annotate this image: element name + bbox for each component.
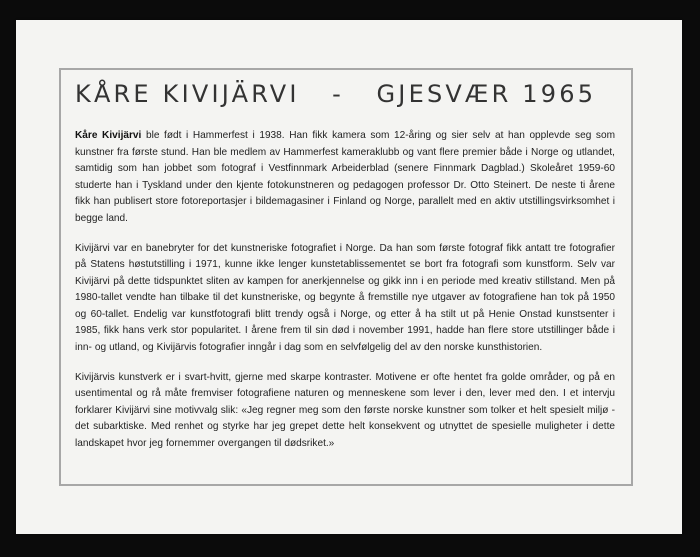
page-title: KÅRE KIVIJÄRVI - GJESVÆR 1965 (75, 80, 597, 108)
paragraph-artworks: Kivijärvis kunstverk er i svart-hvitt, gjerne med skarpe kontraster. Motivene er ofte hentet fra golde områder, og på en usentimental og rå måte fremviser fotografiene naturen og menneskene som lever i den, lever med den. I et intervju forklarer Kivijärvi sine motivvalg slik: «Jeg regner meg som den første norske kunstner som tolker et helt spesielt miljø - det subarktiske. Med renhet og styrke har jeg grepet dette helt konsekvent og utnyttet de spesielle muligheter i dette landskapet hvor jeg fornemmer overgangen til dødsriket.» (75, 371, 615, 449)
paragraph-pioneer: Kivijärvi var en banebryter for det kunstneriske fotografiet i Norge. Da han som første fotograf fikk antatt tre fotografier på Statens høstutstilling i 1971, kunne ikke lenger kunstetablissementet se bort fra fotografi som kunstform. Selv var Kivijärvi på dette tidspunktet sliten av kampen for anerkjennelse og gikk inn i en periode med kreativ stillstand. Men på 1980-tallet vendte han tilbake til det kunstneriske, og begynte å fremstille nye utgaver av fotografiene han tok på 1950 og 60-tallet. Endelig var kunstfotografi blitt trendy også i Norge, og etter å ha stilt ut på Henie Onstad kunstsenter i 1985, fikk hans verk stor popularitet. I årene frem til sin død i november 1991, hadde han flere store utstillinger både i inn- og utland, og Kivijärvis fotografier inngår i dag som en selvfølgelig del av den norske kunsthistorien. (75, 242, 615, 353)
body-text (75, 128, 615, 466)
paragraph-biography-text: ble født i Hammerfest i 1938. Han fikk kamera som 12-åring og sier selv at han opplevde seg som kunstner fra første stund. Han ble medlem av Hammerfest kameraklubb og vant flere premier både i Norge og utlandet, samtidig som han jobbet som fotograf i Vestfinnmark Arbeiderblad (senere Finnmark Dagblad.) Skoleåret 1959-60 studerte han i Tyskland under den kjente fotokunstneren og pedagogen professor Dr. Otto Steinert. De neste ti årene fikk han publisert store fotoreportasjer i bildemagasiner i Finland og Norge, parallelt med en aktiv utstillingsvirksomhet i begge land. (75, 130, 615, 224)
paragraph-biography (75, 128, 615, 227)
artist-name: Kåre Kivijärvi (75, 130, 142, 141)
